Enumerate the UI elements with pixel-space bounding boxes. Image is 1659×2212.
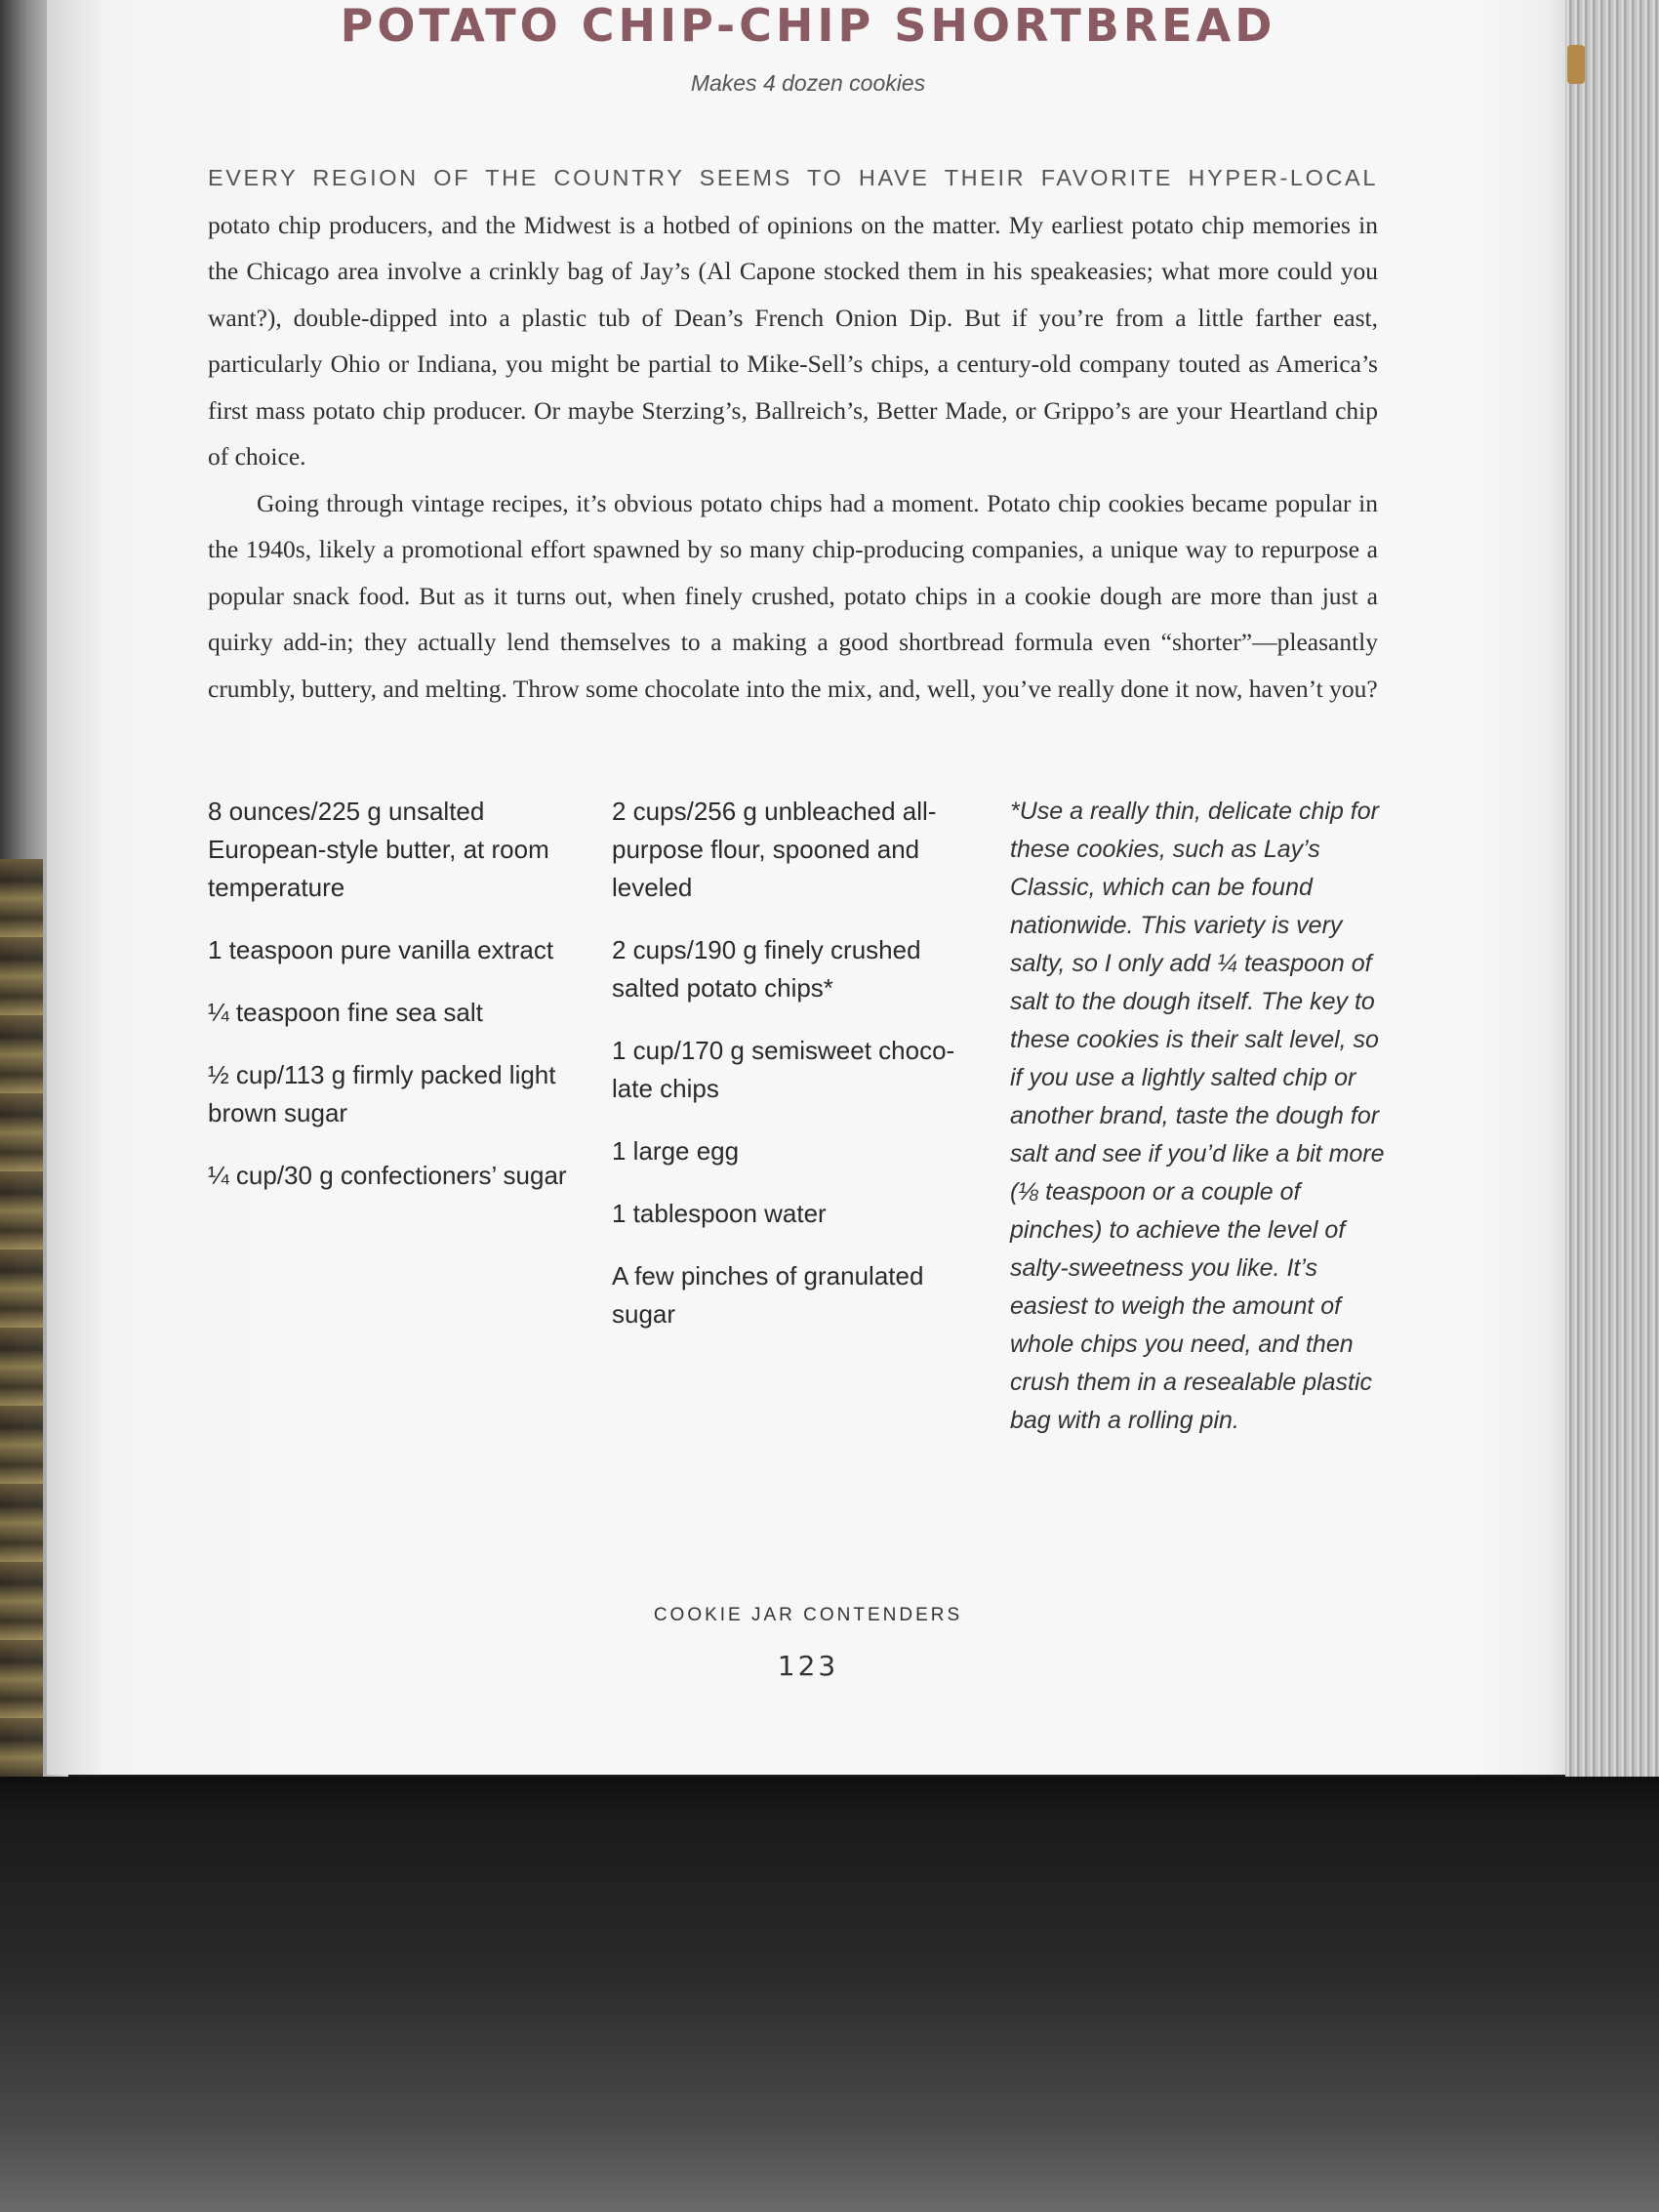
ingredient-item: A few pinches of granulated sugar [612,1261,924,1329]
ingredient-item: ¼ teaspoon fine sea salt [208,998,483,1027]
ingredient-item: ½ cup/113 g firmly packed light brown sugar [208,1060,556,1127]
recipe-yield: Makes 4 dozen cookies [690,70,926,96]
ingredient-item: 1 tablespoon water [612,1199,827,1228]
intro-lead-in: EVERY REGION OF THE COUNTRY SEEMS TO HAVE THEIR FAVORITE HYPER-LOCAL [208,165,1378,190]
running-head: COOKIE JAR CONTENDERS [653,1605,963,1625]
ingredient-item: 1 teaspoon pure vanilla extract [208,935,554,964]
intro-text [208,154,1378,712]
intro-paragraph-1-body: potato chip producers, and the Midwest is a hotbed of opinions on the matter. My earliest potato chip memories in the Chicago area involve a crinkly bag of Jay’s (Al Capone stocked them in his speakeasies; what more could you want?), double-dipped into a plastic tub of Dean’s French Onion Dip. But if you’re from a little farther east, particularly Ohio or Indiana, you might be partial to Mike-Sell’s chips, a century-old company touted as America’s first mass potato chip producer. Or maybe Sterzing’s, Ballreich’s, Better Made, or Grippo’s are your Heartland chip of choice. [208,210,1378,471]
ingredient-item: 2 cups/256 g unbleached all-purpose flour, spooned and leveled [612,797,937,902]
ingredient-item: 1 large egg [612,1136,740,1166]
recipe-title: POTATO CHIP-CHIP SHORTBREAD [340,0,1276,52]
ingredients-column-1 [208,793,588,1219]
page-stack-edge [1565,0,1659,1777]
scanner-background [0,1777,1659,2212]
page-tab-marker [1567,45,1585,84]
ingredient-item: 8 ounces/225 g unsalted European-style butter, at room temperature [208,797,549,902]
intro-paragraph-1 [208,154,1378,480]
ingredients-column-2 [612,793,973,1358]
ingredient-item: 2 cups/190 g finely crushed salted potato chips* [612,935,921,1003]
adjacent-photo-edge [0,859,43,1777]
recipe-footnote: *Use a really thin, delicate chip for these cookies, such as Lay’s Classic, which can be found nationwide. This variety is very salty, so I only add ¼ teaspoon of salt to the dough itself. The key to these cookies is their salt level, so if you use a lightly salted chip or another brand, taste the dough for salt and see if you’d like a bit more (⅛ teaspoon or a couple of pinches) to achieve the level of salty-sweetness you like. It’s easiest to weigh the amount of whole chips you need, and then crush them in a resealable plastic bag with a rolling pin. [1010,798,1385,1434]
page-number: 123 [777,1650,839,1682]
ingredient-item: 1 cup/170 g semisweet chocolate chips [612,1036,955,1103]
ingredient-item: ¼ cup/30 g confectioners’ sugar [208,1161,567,1190]
intro-paragraph-2: Going through vintage recipes, it’s obvious potato chips had a moment. Potato chip cookies became popular in the 1940s, likely a promotional effort spawned by so many chip-producing companies, a unique way to repurpose a popular snack food. But as it turns out, when finely crushed, potato chips in a cookie dough are more than just a quirky add-in; they actually lend themselves to a making a good shortbread formula even “shorter”—pleasantly crumbly, buttery, and melting. Throw some chocolate into the mix, and, well, you’ve really done it now, haven’t you? [208,488,1378,703]
